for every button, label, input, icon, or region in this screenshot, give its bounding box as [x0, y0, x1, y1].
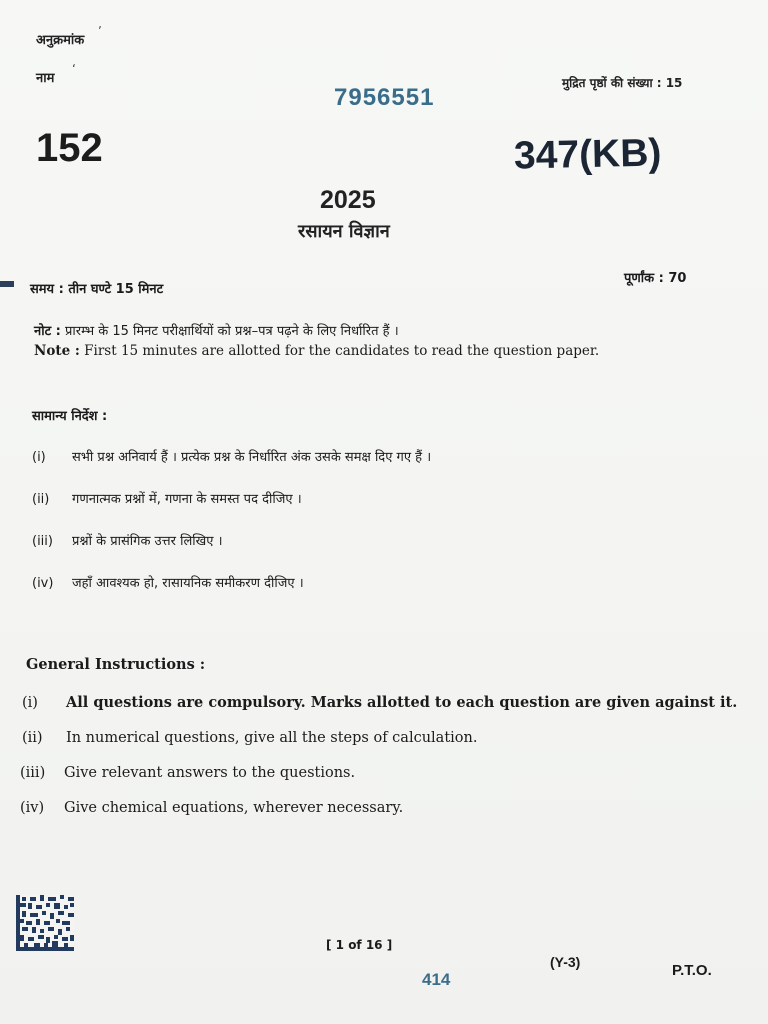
item-number: (iv) — [32, 576, 54, 591]
paper-code: 152 — [36, 126, 103, 170]
english-instruction-item — [20, 765, 355, 781]
roll-number-label: अनुक्रमांक — [36, 33, 85, 48]
exam-year: 2025 — [320, 186, 376, 214]
printed-pages-count: मुद्रित पृष्ठों की संख्या : 15 — [562, 76, 683, 90]
item-text: In numerical questions, give all the steps of calculation. — [66, 730, 478, 746]
item-text: Give chemical equations, wherever necessary. — [64, 800, 404, 816]
item-text: प्रश्नों के प्रासंगिक उत्तर लिखिए । — [72, 534, 223, 549]
note-english-text: First 15 minutes are allotted for the candidates to read the question paper. — [84, 343, 600, 359]
english-instruction-item — [20, 800, 403, 816]
note-english-label: Note : — [34, 343, 80, 359]
note-hindi — [34, 321, 399, 339]
item-text: All questions are compulsory. Marks allotted to each question are given against it. — [66, 694, 738, 711]
note-hindi-label: नोट : — [34, 324, 61, 339]
edge-mark — [0, 281, 14, 287]
datamatrix-code-icon — [16, 895, 74, 951]
item-number: (iii) — [32, 534, 53, 549]
item-number: (i) — [22, 695, 38, 711]
pen-mark: ʻ — [72, 62, 76, 76]
english-instruction-item — [22, 730, 477, 746]
hindi-instruction-item — [32, 531, 223, 549]
serial-number: 7956551 — [334, 84, 435, 111]
note-hindi-text: प्रारम्भ के 15 मिनट परीक्षार्थियों को प्रश्न–पत्र पढ़ने के लिए निर्धारित हैं । — [65, 324, 399, 339]
pen-mark: ʼ — [98, 24, 102, 38]
exam-time: समय : तीन घण्टे 15 मिनट — [30, 282, 164, 297]
max-marks: पूर्णांक : 70 — [624, 271, 687, 286]
item-text: सभी प्रश्न अनिवार्य हैं । प्रत्येक प्रश्न के निर्धारित अंक उसके समक्ष दिए गए हैं । — [72, 450, 432, 465]
item-text: Give relevant answers to the questions. — [64, 765, 356, 781]
english-instruction-item — [22, 694, 737, 711]
hindi-instructions-heading: सामान्य निर्देश : — [32, 409, 108, 424]
english-instructions-heading: General Instructions : — [26, 656, 206, 673]
hindi-instruction-item — [32, 489, 302, 507]
hindi-instruction-item — [32, 573, 304, 591]
pto-label: P.T.O. — [672, 962, 712, 979]
note-english — [34, 343, 599, 359]
item-text: गणनात्मक प्रश्नों में, गणना के समस्त पद दीजिए । — [72, 492, 302, 507]
item-number: (iv) — [20, 800, 45, 816]
series-code: (Y-3) — [550, 954, 581, 970]
item-number: (ii) — [22, 730, 43, 746]
item-number: (i) — [32, 450, 46, 465]
stamp-number: 414 — [422, 970, 451, 989]
name-label: नाम — [36, 71, 55, 86]
hindi-instruction-item — [32, 447, 431, 465]
page-indicator: [ 1 of 16 ] — [326, 938, 393, 952]
item-text: जहाँ आवश्यक हो, रासायनिक समीकरण दीजिए । — [72, 576, 304, 591]
subject-title: रसायन विज्ञान — [298, 221, 390, 242]
set-code: 347(KB) — [513, 131, 662, 178]
item-number: (ii) — [32, 492, 50, 507]
item-number: (iii) — [20, 765, 46, 781]
